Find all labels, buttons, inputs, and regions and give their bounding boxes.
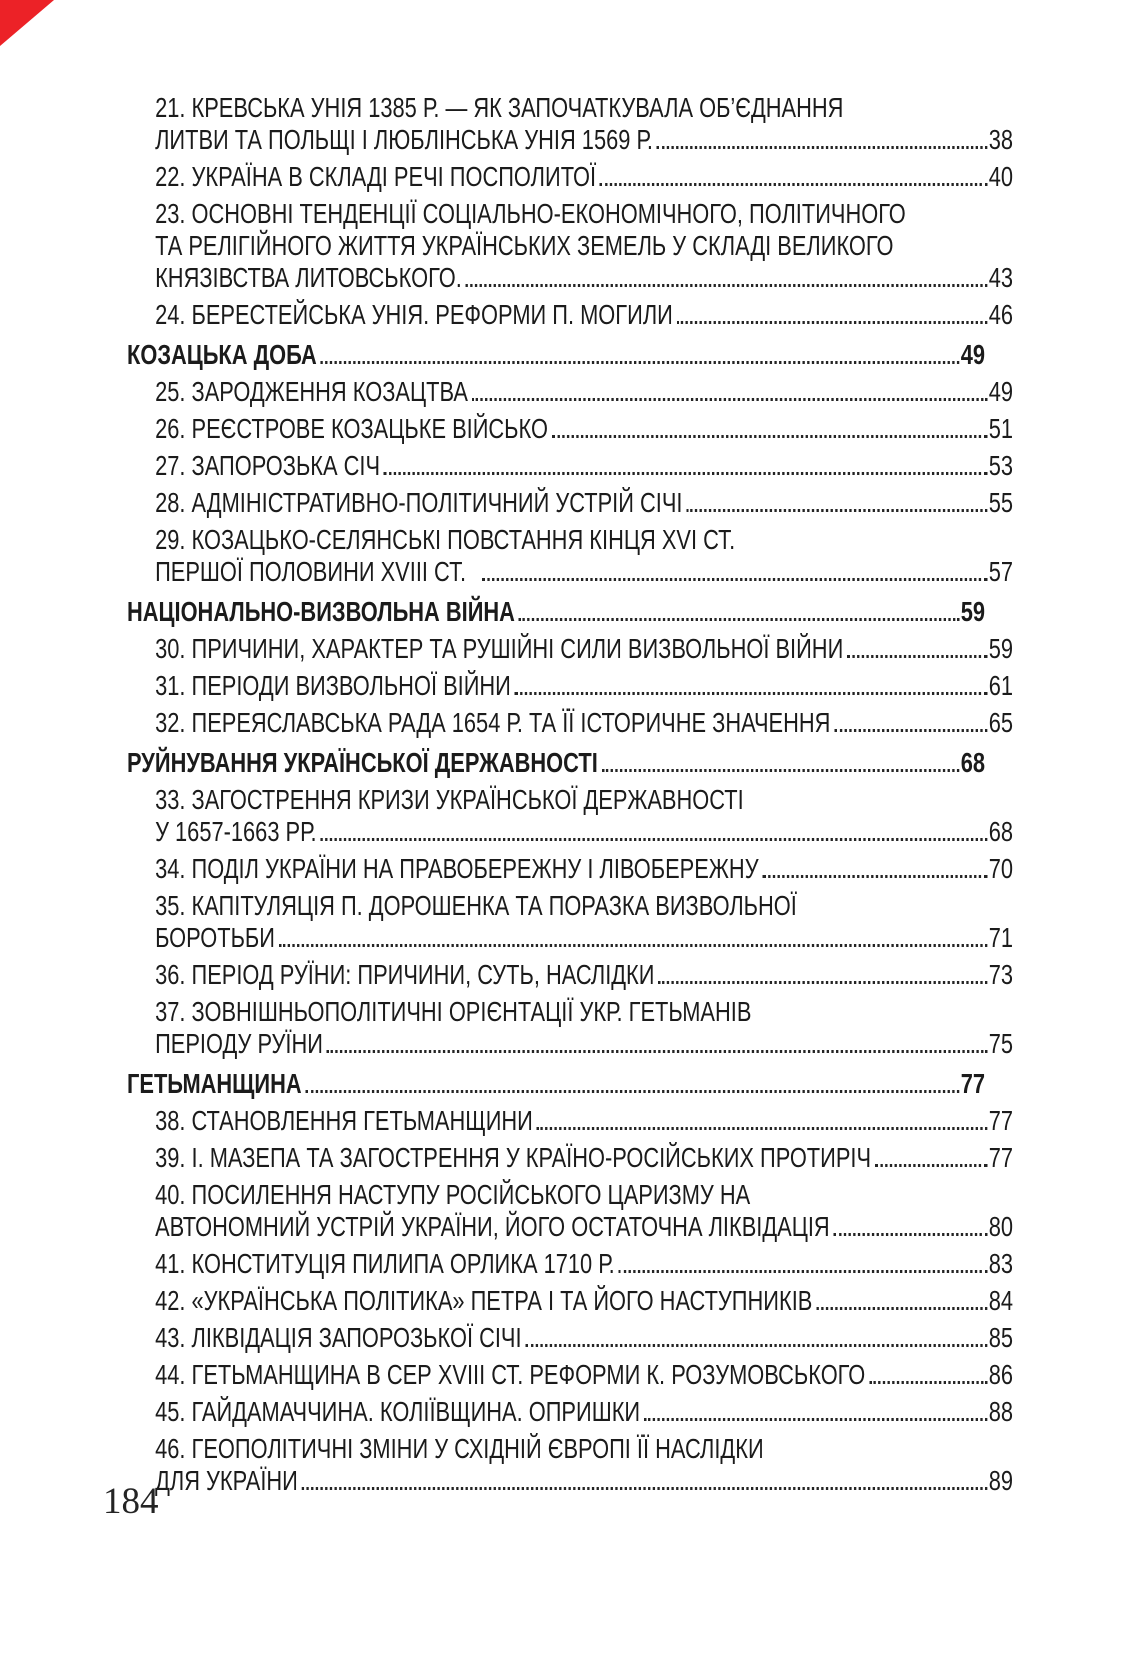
dot-leader bbox=[600, 183, 987, 186]
toc-entry-label: 24. БЕРЕСТЕЙСЬКА УНІЯ. РЕФОРМИ П. МОГИЛИ bbox=[155, 299, 673, 330]
toc-item bbox=[127, 450, 1013, 482]
toc-item bbox=[127, 524, 1013, 588]
toc-entry-page-number: 89 bbox=[988, 1465, 1014, 1496]
toc-entry-page-number: 80 bbox=[988, 1211, 1014, 1242]
toc-entry-page-number: 83 bbox=[988, 1248, 1014, 1279]
dot-leader bbox=[644, 1418, 987, 1421]
toc-item bbox=[127, 198, 1013, 294]
toc-entry-page-number: 53 bbox=[988, 450, 1014, 481]
dot-leader bbox=[525, 1344, 987, 1347]
dot-leader bbox=[834, 1233, 988, 1236]
toc-entry-page-number: 85 bbox=[988, 1322, 1014, 1353]
dot-leader bbox=[306, 1090, 960, 1093]
toc-entry-label: 38. СТАНОВЛЕННЯ ГЕТЬМАНЩИНИ bbox=[155, 1105, 533, 1136]
toc-item bbox=[127, 670, 1013, 702]
toc-entry-label: 30. ПРИЧИНИ, ХАРАКТЕР ТА РУШІЙНІ СИЛИ ВИЗВОЛЬНОЇ ВІЙНИ bbox=[155, 633, 844, 664]
toc-entry-page-number: 61 bbox=[988, 670, 1014, 701]
dot-leader bbox=[384, 472, 987, 475]
toc-item bbox=[127, 1105, 1013, 1137]
toc-entry-label: 36. ПЕРІОД РУЇНИ: ПРИЧИНИ, СУТЬ, НАСЛІДКИ bbox=[155, 959, 655, 990]
toc-entry-page-number: 40 bbox=[988, 161, 1014, 192]
dot-leader bbox=[875, 1164, 987, 1167]
dot-leader bbox=[816, 1307, 987, 1310]
toc-entry-label: КНЯЗІВСТВА ЛИТОВСЬКОГО. bbox=[155, 262, 462, 293]
toc-entry-label: РУЙНУВАННЯ УКРАЇНСЬКОЇ ДЕРЖАВНОСТІ bbox=[127, 747, 598, 778]
toc-entry-label: 26. РЕЄСТРОВЕ КОЗАЦЬКЕ ВІЙСЬКО bbox=[155, 413, 548, 444]
toc-entry-page-number: 51 bbox=[988, 413, 1014, 444]
toc-entry-label: 28. АДМІНІСТРАТИВНО-ПОЛІТИЧНИЙ УСТРІЙ СІЧІ bbox=[155, 487, 683, 518]
toc-entry-page-number: 38 bbox=[988, 124, 1014, 155]
toc-entry-page-number: 70 bbox=[988, 853, 1014, 884]
toc-entry-page-number: 86 bbox=[988, 1359, 1014, 1390]
toc-section-header bbox=[127, 747, 985, 779]
dot-leader bbox=[762, 875, 987, 878]
dot-leader bbox=[302, 1487, 987, 1490]
dot-leader bbox=[327, 1050, 987, 1053]
toc-entry-label: 45. ГАЙДАМАЧЧИНА. КОЛІЇВЩИНА. ОПРИШКИ bbox=[155, 1396, 641, 1427]
toc-entry-page-number: 88 bbox=[988, 1396, 1014, 1427]
toc-entry-label: 32. ПЕРЕЯСЛАВСЬКА РАДА 1654 Р. ТА ЇЇ ІСТОРИЧНЕ ЗНАЧЕННЯ bbox=[155, 707, 831, 738]
toc-entry-page-number: 49 bbox=[960, 339, 985, 370]
dot-leader bbox=[537, 1127, 987, 1130]
toc-item bbox=[127, 92, 1013, 156]
toc-entry-page-number: 84 bbox=[988, 1285, 1014, 1316]
toc-entry-line: 21. КРЕВСЬКА УНІЯ 1385 Р. — ЯК ЗАПОЧАТКУВАЛА ОБ’ЄДНАННЯ bbox=[155, 92, 844, 123]
toc-entry-line: 46. ГЕОПОЛІТИЧНІ ЗМІНИ У СХІДНІЙ ЄВРОПІ ЇЇ НАСЛІДКИ bbox=[155, 1433, 764, 1464]
table-of-contents bbox=[127, 92, 1142, 1502]
toc-entry-label: 41. КОНСТИТУЦІЯ ПИЛИПА ОРЛИКА 1710 Р. bbox=[155, 1248, 615, 1279]
toc-entry-page-number: 73 bbox=[988, 959, 1014, 990]
toc-item bbox=[127, 1322, 1013, 1354]
toc-entry-label: АВТОНОМНИЙ УСТРІЙ УКРАЇНИ, ЙОГО ОСТАТОЧНА ЛІКВІДАЦІЯ bbox=[155, 1211, 830, 1242]
dot-leader bbox=[482, 578, 987, 581]
toc-entry-label: ГЕТЬМАНЩИНА bbox=[127, 1068, 302, 1099]
dot-leader bbox=[869, 1381, 987, 1384]
red-corner-decoration bbox=[0, 0, 54, 46]
dot-leader bbox=[515, 692, 987, 695]
toc-item bbox=[127, 1359, 1013, 1391]
toc-item bbox=[127, 1396, 1013, 1428]
toc-entry-page-number: 77 bbox=[988, 1142, 1014, 1173]
toc-item bbox=[127, 1248, 1013, 1280]
dot-leader bbox=[602, 769, 959, 772]
toc-item bbox=[127, 1433, 1013, 1497]
toc-entry-page-number: 59 bbox=[960, 596, 985, 627]
toc-item bbox=[127, 959, 1013, 991]
toc-item bbox=[127, 1179, 1013, 1243]
toc-entry-label: ПЕРІОДУ РУЇНИ bbox=[155, 1028, 323, 1059]
dot-leader bbox=[657, 146, 987, 149]
toc-item bbox=[127, 853, 1013, 885]
toc-entry-label: 25. ЗАРОДЖЕННЯ КОЗАЦТВА bbox=[155, 376, 468, 407]
toc-item bbox=[127, 633, 1013, 665]
toc-entry-page-number: 71 bbox=[988, 922, 1014, 953]
toc-entry-page-number: 68 bbox=[988, 816, 1014, 847]
toc-entry-label: 27. ЗАПОРОЗЬКА СІЧ bbox=[155, 450, 381, 481]
page-number: 184 bbox=[103, 1481, 159, 1522]
dot-leader bbox=[658, 981, 987, 984]
dot-leader bbox=[686, 509, 987, 512]
toc-entry-label: НАЦІОНАЛЬНО-ВИЗВОЛЬНА ВІЙНА bbox=[127, 596, 515, 627]
toc-entry-page-number: 49 bbox=[988, 376, 1014, 407]
toc-entry-label: 43. ЛІКВІДАЦІЯ ЗАПОРОЗЬКОЇ СІЧІ bbox=[155, 1322, 522, 1353]
toc-item bbox=[127, 1285, 1013, 1317]
toc-entry-page-number: 46 bbox=[988, 299, 1014, 330]
toc-entry-line: 37. ЗОВНІШНЬОПОЛІТИЧНІ ОРІЄНТАЦІЇ УКР. ГЕТЬМАНІВ bbox=[155, 996, 752, 1027]
dot-leader bbox=[834, 729, 987, 732]
toc-section-header bbox=[127, 339, 985, 371]
toc-entry-label: ПЕРШОЇ ПОЛОВИНИ XVIII СТ. bbox=[155, 556, 479, 587]
dot-leader bbox=[677, 321, 987, 324]
toc-entry-label: ДЛЯ УКРАЇНИ bbox=[155, 1465, 298, 1496]
toc-entry-label: 34. ПОДІЛ УКРАЇНИ НА ПРАВОБЕРЕЖНУ І ЛІВОБЕРЕЖНУ bbox=[155, 853, 759, 884]
toc-section-header bbox=[127, 596, 985, 628]
toc-item bbox=[127, 161, 1013, 193]
toc-entry-page-number: 65 bbox=[988, 707, 1014, 738]
toc-entry-line: 29. КОЗАЦЬКО-СЕЛЯНСЬКІ ПОВСТАННЯ КІНЦЯ XVI СТ. bbox=[155, 524, 736, 555]
toc-entry-label: БОРОТЬБИ bbox=[155, 922, 275, 953]
toc-item bbox=[127, 376, 1013, 408]
dot-leader bbox=[552, 435, 987, 438]
toc-entry-page-number: 43 bbox=[988, 262, 1014, 293]
toc-entry-label: КОЗАЦЬКА ДОБА bbox=[127, 339, 317, 370]
toc-item bbox=[127, 413, 1013, 445]
dot-leader bbox=[466, 284, 988, 287]
toc-entry-page-number: 77 bbox=[960, 1068, 985, 1099]
dot-leader bbox=[519, 618, 959, 621]
toc-entry-page-number: 57 bbox=[988, 556, 1014, 587]
toc-entry-page-number: 68 bbox=[960, 747, 985, 778]
dot-leader bbox=[321, 361, 959, 364]
toc-item bbox=[127, 996, 1013, 1060]
toc-item bbox=[127, 1142, 1013, 1174]
toc-item bbox=[127, 299, 1013, 331]
toc-entry-line: 23. ОСНОВНІ ТЕНДЕНЦІЇ СОЦІАЛЬНО-ЕКОНОМІЧНОГО, ПОЛІТИЧНОГО bbox=[155, 198, 906, 229]
toc-entry-line: 35. КАПІТУЛЯЦІЯ П. ДОРОШЕНКА ТА ПОРАЗКА ВИЗВОЛЬНОЇ bbox=[155, 890, 797, 921]
toc-entry-line: ТА РЕЛІГІЙНОГО ЖИТТЯ УКРАЇНСЬКИХ ЗЕМЕЛЬ У СКЛАДІ ВЕЛИКОГО bbox=[155, 230, 894, 261]
dot-leader bbox=[472, 398, 987, 401]
toc-item bbox=[127, 487, 1013, 519]
dot-leader bbox=[321, 838, 988, 841]
toc-section-header bbox=[127, 1068, 985, 1100]
dot-leader bbox=[847, 655, 987, 658]
toc-entry-label: 22. УКРАЇНА В СКЛАДІ РЕЧІ ПОСПОЛИТОЇ bbox=[155, 161, 597, 192]
toc-entry-label: ЛИТВИ ТА ПОЛЬЩІ І ЛЮБЛІНСЬКА УНІЯ 1569 Р. bbox=[155, 124, 653, 155]
toc-entry-label: У 1657-1663 РР. bbox=[155, 816, 317, 847]
toc-entry-label: 44. ГЕТЬМАНЩИНА В СЕР XVIII СТ. РЕФОРМИ К. РОЗУМОВСЬКОГО bbox=[155, 1359, 866, 1390]
toc-item bbox=[127, 707, 1013, 739]
toc-item bbox=[127, 890, 1013, 954]
dot-leader bbox=[619, 1270, 988, 1273]
toc-entry-line: 40. ПОСИЛЕННЯ НАСТУПУ РОСІЙСЬКОГО ЦАРИЗМУ НА bbox=[155, 1179, 751, 1210]
toc-entry-label: 39. І. МАЗЕПА ТА ЗАГОСТРЕННЯ У КРАЇНО-РОСІЙСЬКИХ ПРОТИРІЧ bbox=[155, 1142, 872, 1173]
toc-entry-label: 42. «УКРАЇНСЬКА ПОЛІТИКА» ПЕТРА І ТА ЙОГО НАСТУПНИКІВ bbox=[155, 1285, 813, 1316]
toc-entry-page-number: 59 bbox=[988, 633, 1014, 664]
toc-entry-label: 31. ПЕРІОДИ ВИЗВОЛЬНОЇ ВІЙНИ bbox=[155, 670, 511, 701]
toc-entry-page-number: 55 bbox=[988, 487, 1014, 518]
dot-leader bbox=[279, 944, 987, 947]
toc-entry-line: 33. ЗАГОСТРЕННЯ КРИЗИ УКРАЇНСЬКОЇ ДЕРЖАВНОСТІ bbox=[155, 784, 744, 815]
toc-entry-page-number: 77 bbox=[988, 1105, 1014, 1136]
toc-item bbox=[127, 784, 1013, 848]
toc-entry-page-number: 75 bbox=[988, 1028, 1014, 1059]
